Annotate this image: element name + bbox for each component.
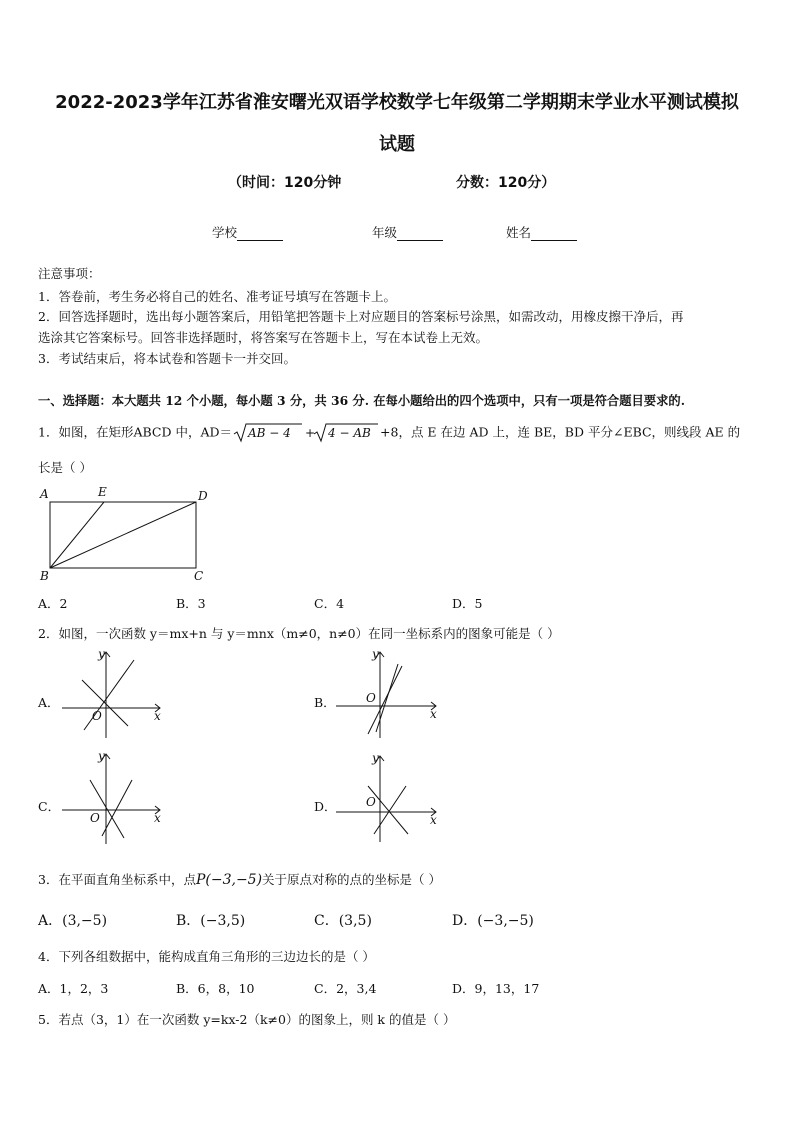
label-b: B [40,569,49,583]
notes-item-2-line-2: 选涂其它答案标号。回答非选择题时，将答案写在答题卡上，写在本试卷上无效。 [38,330,489,345]
q3-option-a: A．(3,−5) [38,913,108,929]
q3-option-b: B．(−3,5) [176,913,246,929]
q3-point: P(−3,−5) [195,872,263,888]
exam-title-line2: 试题 [379,134,415,155]
q1-text [38,422,740,444]
q3-text-after: 关于原点对称的点的坐标是（ ） [262,872,442,887]
q1-radicand-1: AB − 4 [248,426,291,440]
q2-text: 2．如图，一次函数 y＝mx+n 与 y＝mnx（m≠0，n≠0）在同一坐标系内的图象可能是（ ） [38,626,560,641]
q2-option-d-label: D． [314,799,337,814]
q2-option-b-label: B． [314,695,336,710]
school-blank [237,228,283,241]
notes-item-2-line-1: 2．回答选择题时，选出每小题答案后，用铅笔把答题卡上对应题目的答案标号涂黑，如需改动，用橡皮擦干净后，再 [38,309,684,324]
diagonal-bd [50,502,196,568]
school-label: 学校 [212,225,238,240]
q1-option-d: D．5 [452,596,483,611]
q5-text: 5．若点（3，1）在一次函数 y=kx-2（k≠0）的图象上，则 k 的值是（ ） [38,1012,456,1027]
x-label: x [430,813,437,827]
q3-text-before: 3．在平面直角坐标系中，点 [38,872,196,887]
line-1 [82,680,128,726]
q4-option-a: A．1，2，3 [38,981,109,996]
y-label: y [98,750,105,763]
q1-radical-expression [232,422,380,444]
origin-label: O [366,691,376,705]
y-label: y [372,647,379,661]
name-label: 姓名 [506,225,532,240]
line-1 [90,780,124,838]
q2-option-c-label: C． [38,799,61,814]
q4-text: 4．下列各组数据中，能构成直角三角形的三边边长的是（ ） [38,949,375,964]
grade-field [372,223,443,241]
x-label: x [154,709,161,723]
q1-option-b: B．3 [176,596,206,611]
q3-option-c: C．(3,5) [314,913,372,929]
exam-time: （时间：120分钟 [228,175,342,191]
section-1-heading: 一、选择题：本大题共 12 个小题，每小题 3 分，共 36 分. 在每小题给出的四个选项中，只有一项是符合题目要求的. [38,393,685,408]
label-d: D [198,489,208,503]
origin-label: O [92,709,102,723]
y-label: y [372,751,379,765]
line-2 [376,664,398,732]
grade-label: 年级 [372,225,398,240]
q2-graph-c [60,750,170,846]
q4-option-b: B．6，8，10 [176,981,255,996]
x-label: x [154,811,161,825]
q3-text [38,870,441,888]
line-2 [374,786,406,834]
q2-graph-d [334,750,444,846]
q2-graph-b [334,646,444,742]
q1-suffix: +8，点 E 在边 AD 上，连 BE，BD 平分∠EBC，则线段 AE 的 [380,424,741,440]
q4-option-c: C．2，3,4 [314,981,377,996]
q1-plus: + [305,426,316,440]
label-a: A [40,487,49,501]
q1-prefix: 1．如图，在矩形ABCD 中，AD＝ [38,424,233,440]
q3-option-d: D．(−3,−5) [452,913,534,929]
q1-text-line-2: 长是（ ） [38,460,92,475]
line-1 [368,786,408,834]
notes-item-3: 3．考试结束后，将本试卷和答题卡一并交回。 [38,351,296,366]
label-e: E [98,485,107,499]
q1-option-a: A．2 [38,596,68,611]
school-field [212,223,283,241]
segment-be [50,502,104,568]
q2-graph-a [60,646,170,742]
name-field [506,223,577,241]
q1-option-c: C．4 [314,596,345,611]
y-label: y [98,647,105,661]
notes-item-1: 1．答卷前，考生务必将自己的姓名、准考证号填写在答题卡上。 [38,289,396,304]
grade-blank [397,228,443,241]
q2-option-a-label: A． [38,695,60,710]
origin-label: O [366,795,376,809]
q4-option-d: D．9，13，17 [452,981,540,996]
x-label: x [430,707,437,721]
notes-heading: 注意事项： [38,266,101,281]
exam-score: 分数：120分） [456,175,556,191]
exam-title-line1: 2022-2023学年江苏省淮安曙光双语学校数学七年级第二学期期末学业水平测试模拟 [55,92,739,113]
name-blank [531,228,577,241]
label-c: C [194,569,204,583]
q1-rectangle-figure [36,484,216,584]
origin-label: O [90,811,100,825]
q1-radicand-2: 4 − AB [328,426,371,440]
